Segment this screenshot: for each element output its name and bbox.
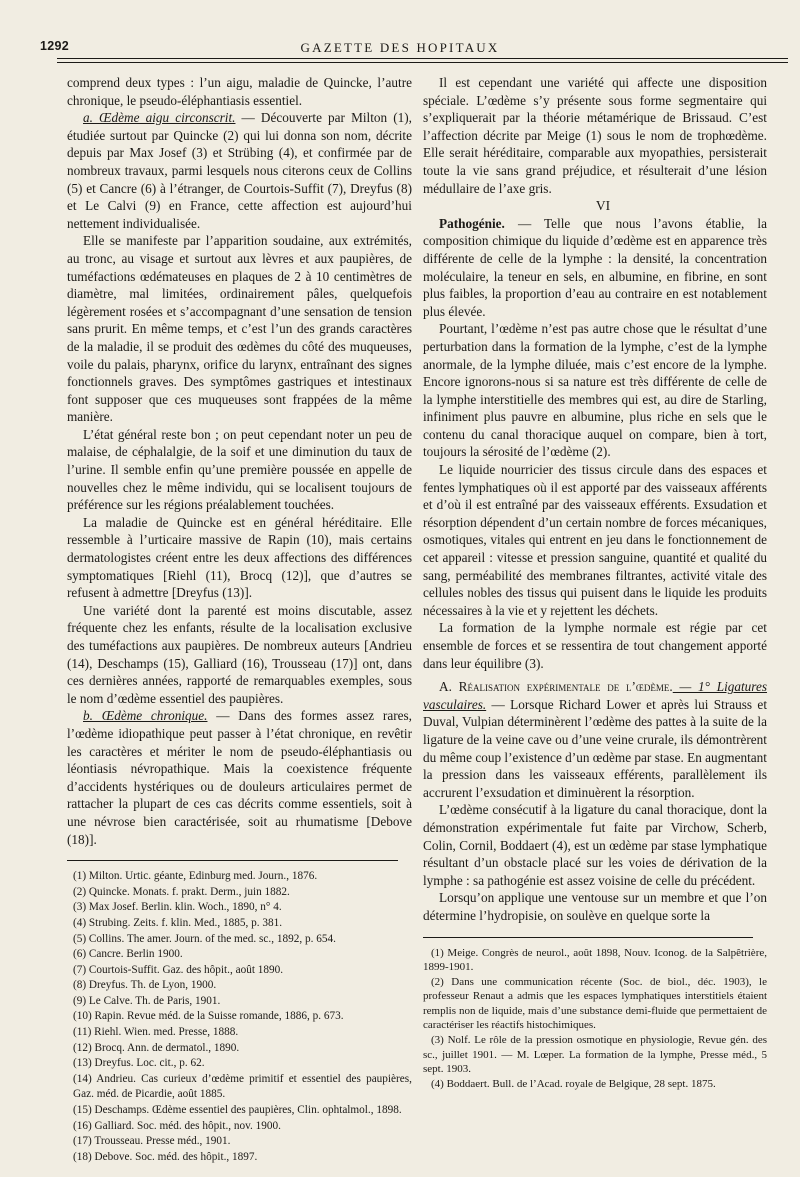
footnote: (17) Trousseau. Presse méd., 1901. [73,1135,231,1148]
paragraph: Elle se manifeste par l’apparition soudaine, aux extrémités, au tronc, au visage et surtout aux lèvres et aux paupières, de tuméfactions œdémateuses en plaques de 2 à 10 centimètres de diamètre, mal limitées, ordinairement pâles, quelquefois légèrement rosées et s’accompagnant d’une sensation de tension sans prurit. En même temps, et c’est l’un des grands caractères de la maladie, il se produit des œdèmes du côté des muqueuses, voile du palais, pharynx, orifice du larynx, entraînant des signes fonctionnels graves. Des symptômes gastriques et intestinaux font supposer que ces muqueuses sont frappées de la même manière. [67,233,412,425]
paragraph: L’état général reste bon ; on peut cependant noter un peu de malaise, de céphalalgie, de la soif et une diminution du taux de l’urine. Il semble enfin qu’une première poussée en appelle de nouvelles chez le même individu, qui se localisent toujours de préférence sur les régions préalablement touchées. [67,426,412,513]
paragraph: Il est cependant une variété qui affecte une disposition spéciale. L’œdème s’y présente sous forme segmentaire qui s’expliquerait par la théorie métamérique de Brissaud. C’est l’affection décrite par Meige (1) sous le nom de trophœdème. Elle serait héréditaire, comparable aux myopathies, persisterait toute la vie sans grand préjudice, et résulterait d’une lésion médullaire de l’axe gris. [423,75,767,196]
footnote: (16) Galliard. Soc. méd. des hôpit., nov. 1900. [73,1119,281,1132]
footnote: (9) Le Calve. Th. de Paris, 1901. [73,994,221,1007]
header-rule [57,62,788,63]
footnote: (4) Boddaert. Bull. de l’Acad. royale de Belgique, 28 sept. 1875. [431,1077,716,1090]
paragraph: Pourtant, l’œdème n’est pas autre chose que le résultat d’une perturbation dans la formation de la lymphe, c’est de la lymphe anormale, de la lymphe diluée, mais c’est encore de la lymphe. Encore ignorons-nous si sa nature est très différente de celle de la lymphe interstitielle des membres qui est, au dire de Starling, infiniment plus pauvre en albumine, plus riche en sels que le contenu du canal thoracique auquel on compare, bien à tort, toujours la sérosité de l’œdème (2). [423,321,767,460]
subsection-label: b. Œdème chronique. [83,708,208,724]
paragraph: comprend deux types : l’un aigu, maladie de Quincke, l’autre chronique, le pseudo-éléphantiasis essentiel. [67,75,412,108]
paragraph-text: — Découverte par Milton (1), étudiée surtout par Quincke (2) qui lui donna son nom, décrite depuis par Max Josef (3) et Strübing (4), et confirmée par de nombreux travaux, parmi lesquels nous citerons ceux de Collins (5) et Cancre (6) à l’étranger, de Courtois-Suffit (7), Dreyfus (8) et Le Calvi (9) en France, cette affection est aujourd’hui nettement individualisée. [67,110,412,231]
section-heading: Pathogénie. [439,215,505,231]
footnote: (6) Cancre. Berlin 1900. [73,948,183,961]
footnote: (4) Strubing. Zeits. f. klin. Med., 1885, p. 381. [73,916,283,929]
page-number: 1292 [40,39,70,53]
paragraph [423,678,767,801]
subsection-label: A. Réalisation expérimentale de l’œdème. [439,679,673,695]
paragraph: Le liquide nourricier des tissus circule dans des espaces et fentes lymphatiques où il est apporté par des vaisseaux afférents et d’où il est entraîné par des vaisseaux efférents. Exsudation et résorption dépendent d’un certain nombre de forces mécaniques, osmotiques, vitales qui entrent en jeu dans le fonctionnement de cet appareil : vitesse et pression sanguine, quantité et qualité du sang, perméabilité des membranes filtrantes, activité vitale des cellules nobles des tissus qui puisent dans le liquide les produits nécessaires à la vie et y rejettent les déchets. [423,462,767,618]
footnote-rule [423,937,753,938]
paragraph: Lorsqu’on applique une ventouse sur un membre et que l’on détermine l’hydropisie, on soulève en quelque sorte la [423,890,767,923]
footnote: (15) Deschamps. Œdème essentiel des paupières, Clin. ophtalmol., 1898. [73,1104,402,1117]
paragraph-text: — Telle que nous l’avons établie, la composition chimique du liquide d’œdème est en apparence très différente de celle de la lymphe : la densité, la concentration moléculaire, la teneur en sels, en albumine, en fibrine, en sont plus faibles, la proportion d’eau au contraire en est notablement plus élevée. [423,215,767,319]
footnote: (14) Andrieu. Cas curieux d’œdème primitif et essentiel des paupières, Gaz. méd. de Picardie, août 1885. [73,1072,412,1101]
footnotes [67,869,412,1165]
footnote: (5) Collins. The amer. Journ. of the med. sc., 1892, p. 654. [73,932,336,945]
footnote-rule [67,860,398,861]
paragraph [67,707,412,848]
paragraph: L’œdème consécutif à la ligature du canal thoracique, dont la démonstration expérimentale fut faite par Virchow, Scherb, Colin, Cornil, Boddaert (4), est un œdème par stase lymphatique résultant d’un obstacle placé sur les voies de dérivation de la lymphe : sa pathogénie est assez voisine de celle du précédent. [423,802,767,888]
subsection-label: a. Œdème aigu circonscrit. [83,110,236,126]
footnote: (13) Dreyfus. Loc. cit., p. 62. [73,1057,205,1070]
paragraph: Une variété dont la parenté est moins discutable, assez fréquente chez les enfants, résulte de la localisation exclusive des tuméfactions aux paupières. De nombreux auteurs [Andrieu (14), Deschamps (15), Galliard (16), Trousseau (17)] ont, dans ces dernières années, rapporté de remarquables exemples, sous le nom d’œdème essentiel des paupières. [67,602,412,706]
left-column [67,74,412,1165]
paragraph [67,109,412,232]
footnote: (18) Debove. Soc. méd. des hôpit., 1897. [73,1150,258,1163]
paragraph-text: — Lorsque Richard Lower et après lui Strauss et Duval, Vulpian déterminèrent l’œdème des pattes à la suite de la ligature de la veine cave ou d’une veine crurale, ils démontrèrent du même coup l’existence d’un œdème par stase. En augmentant la pression dans les vaisseaux efférents, parallèlement ils accrurent l’exsudation et diminuèrent la résorption. [423,696,767,800]
footnote: (11) Riehl. Wien. med. Presse, 1888. [73,1026,239,1039]
footnote: (1) Meige. Congrès de neurol., août 1898, Nouv. Iconog. de la Salpêtrière, 1899-1901. [423,946,767,974]
footnote: (3) Max Josef. Berlin. klin. Woch., 1890, n° 4. [73,901,282,914]
footnote: (7) Courtois-Suffit. Gaz. des hôpit., août 1890. [73,963,284,976]
footnote: (12) Brocq. Ann. de dermatol., 1890. [73,1041,240,1054]
footnote: (3) Nolf. Le rôle de la pression osmotique en physiologie, Revue gén. des sc., juillet 1901. — M. Lœper. La formation de la lymphe, Presse méd., 5 sept. 1903. [423,1034,767,1076]
subsection-sublabel: — 1° Ligatures vasculaires. [423,679,768,712]
footnote: (2) Dans une communication récente (Soc. de biol., déc. 1903), le professeur Renaut a admis que les espaces lymphatiques interstitiels étaient remplis non de liquide, mais d’une substance demi-fluide que permettaient de caractériser les réactifs histochimiques. [423,975,767,1032]
right-column [423,74,767,1091]
footnote: (8) Dreyfus. Th. de Lyon, 1900. [73,979,217,992]
footnote: (2) Quincke. Monats. f. prakt. Derm., juin 1882. [73,885,290,898]
running-title: GAZETTE DES HOPITAUX [300,40,500,55]
header-rule [57,58,788,59]
paragraph [423,215,767,321]
paragraph: La maladie de Quincke est en général héréditaire. Elle ressemble à l’urticaire massive de Rapin (10), mais certains dermatologistes créent entre les deux affections des différences symptomatiques [Riehl (11), Brocq (12)], que d’autres se refusent à admettre [Dreyfus (13)]. [67,514,412,601]
section-number: VI [595,198,611,214]
footnote: (10) Rapin. Revue méd. de la Suisse romande, 1886, p. 673. [73,1010,344,1023]
paragraph-text: — Dans des formes assez rares, l’œdème idiopathique peut passer à l’état chronique, en revêtir les caractères et mériter le nom de pseudo-éléphantiasis ou léontiasis névropathique. Mais la coexistence fréquente d’accidents hystériques ou de douleurs articulaires permet de rattacher la plupart de ces cas décrits comme essentiels, soit à une névrose bien caractérisée, soit au rhumatisme [Debove (18)]. [67,708,412,847]
footnote: (1) Milton. Urtic. géante, Edinburg med. Journ., 1876. [73,870,318,883]
paragraph: La formation de la lymphe normale est régie par cet ensemble de forces et se ressentira de tout changement apporté dans leur équilibre (3). [423,620,767,671]
footnotes [423,946,767,1092]
